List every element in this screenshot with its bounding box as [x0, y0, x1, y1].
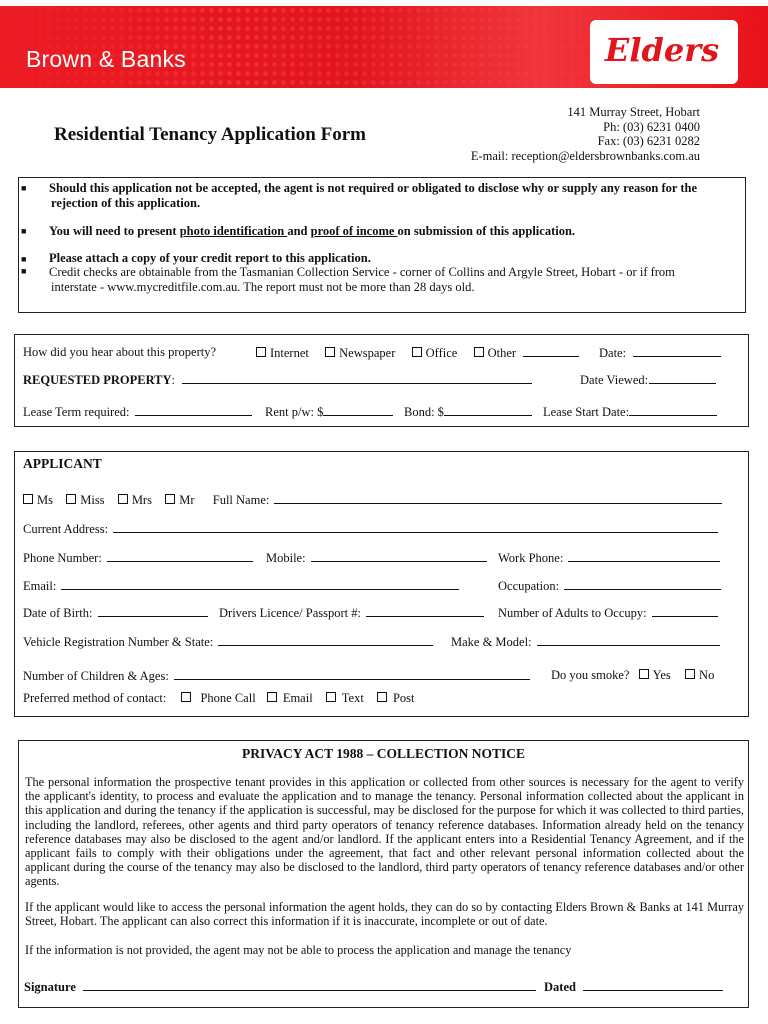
miss-checkbox[interactable]: [66, 494, 76, 504]
address-street: 141 Murray Street, Hobart: [567, 105, 700, 119]
email-field[interactable]: [61, 578, 459, 590]
notice-not-accepted: Should this application not be accepted, the agent is not required or obligated to disclose why or supply any reason for the rejection of this application.: [49, 181, 697, 210]
date-viewed-field[interactable]: [649, 372, 716, 384]
lease-start-row: Lease Start Date:: [543, 404, 717, 420]
office-checkbox[interactable]: [412, 347, 422, 357]
signature-field[interactable]: [83, 979, 536, 991]
children-row: Number of Children & Ages:: [23, 668, 530, 684]
date-field[interactable]: [633, 345, 721, 357]
phone-call-checkbox[interactable]: [181, 692, 191, 702]
privacy-section: [18, 740, 749, 1008]
date-viewed-row: Date Viewed:: [580, 372, 716, 388]
contact-email-checkbox[interactable]: [267, 692, 277, 702]
property-section: [14, 334, 749, 427]
mobile-field[interactable]: [311, 550, 487, 562]
bond-field[interactable]: [444, 404, 532, 416]
agency-address: [471, 105, 700, 163]
work-phone-field[interactable]: [568, 550, 720, 562]
hear-options: Internet Newspaper Office Other: [256, 345, 579, 361]
address-phone: Ph: (03) 6231 0400: [603, 119, 700, 134]
dated-field[interactable]: [583, 979, 723, 991]
rent-field[interactable]: [323, 404, 393, 416]
mr-checkbox[interactable]: [165, 494, 175, 504]
applicant-heading: APPLICANT: [23, 456, 102, 471]
smoke-yes-checkbox[interactable]: [639, 669, 649, 679]
ms-checkbox[interactable]: [23, 494, 33, 504]
title-row: Ms Miss Mrs Mr Full Name:: [23, 492, 722, 508]
make-model-row: Make & Model:: [451, 634, 720, 650]
occupation-row: Occupation:: [498, 578, 721, 594]
vehicle-field[interactable]: [218, 634, 433, 646]
bond-row: Bond: $: [404, 404, 532, 420]
lease-term-field[interactable]: [135, 404, 252, 416]
text-checkbox[interactable]: [326, 692, 336, 702]
requested-property-field[interactable]: [182, 372, 532, 384]
hear-about-row: How did you hear about this property?: [23, 345, 217, 359]
privacy-paragraph-2: If the applicant would like to access the personal information the agent holds, they can do so by contacting Elders Brown & Banks at 141 Murray Street, Hobart. The applicant can also correct this information if it is inaccurate, incomplete or out of date.: [25, 900, 744, 929]
date-field-row: Date:: [599, 345, 721, 361]
mrs-checkbox[interactable]: [118, 494, 128, 504]
header-banner: [0, 6, 768, 88]
rent-row: Rent p/w: $: [265, 404, 393, 420]
current-address-field[interactable]: [113, 521, 718, 533]
signature-row: Signature: [24, 979, 536, 995]
dob-row: Date of Birth:: [23, 605, 208, 621]
privacy-heading: PRIVACY ACT 1988 – COLLECTION NOTICE: [242, 746, 525, 761]
other-field[interactable]: [523, 345, 579, 357]
licence-row: Drivers Licence/ Passport #:: [219, 605, 484, 621]
contact-row: Preferred method of contact: Phone Call Email Text Post: [23, 691, 415, 705]
notice-credit-report: Please attach a copy of your credit report to this application.: [49, 251, 371, 265]
dob-field[interactable]: [98, 605, 208, 617]
applicant-section: [14, 451, 749, 717]
notice-identification: You will need to present photo identification and proof of income on submission of this application.: [49, 224, 576, 238]
mobile-row: Mobile:: [266, 550, 487, 566]
adults-row: Number of Adults to Occupy:: [498, 605, 718, 621]
address-fax: Fax: (03) 6231 0282: [597, 134, 700, 149]
occupation-field[interactable]: [564, 578, 721, 590]
lease-start-field[interactable]: [629, 404, 717, 416]
full-name-field[interactable]: [274, 492, 722, 504]
page-title: Residential Tenancy Application Form: [54, 124, 366, 145]
licence-field[interactable]: [366, 605, 484, 617]
phone-row: Phone Number:: [23, 550, 253, 566]
work-phone-row: Work Phone:: [498, 550, 720, 566]
phone-field[interactable]: [107, 550, 253, 562]
smoke-no-checkbox[interactable]: [685, 669, 695, 679]
bullet-icon: ■: [21, 226, 27, 236]
bullet-icon: ■: [21, 183, 27, 193]
children-field[interactable]: [174, 668, 530, 680]
internet-checkbox[interactable]: [256, 347, 266, 357]
bullet-icon: ■: [21, 266, 27, 276]
requested-property-row: REQUESTED PROPERTY:: [23, 372, 532, 388]
privacy-paragraph-1: The personal information the prospective tenant provides in this application or collected from other sources is necessary for the agent to verify the applicant's identity, to process and evaluate the application and to manage the tenancy. Personal information collected about the applicant in this application and during the tenancy if the application is successful, may be disclosed for the purpose for which it was collected to third parties, including the landlord, referees, other agents and third party operators of tenancy reference databases. Information already held on the tenancy reference databases may also be disclosed to the agent and/or landlord. If the applicant enters into a Residential Tenancy Agreement, and if the applicant fails to comply with their obligations under the agreement, that fact and other relevant personal information collected about the applicant during the course of the tenancy may also be disclosed to the landlord, third party operators of tenancy reference databases and/or other agents.: [25, 775, 744, 889]
vehicle-row: Vehicle Registration Number & State:: [23, 634, 433, 650]
brand-name: Brown & Banks: [26, 46, 186, 72]
current-address-row: Current Address:: [23, 521, 718, 537]
notice-box: [18, 177, 746, 313]
email-row: Email:: [23, 578, 459, 594]
newspaper-checkbox[interactable]: [325, 347, 335, 357]
post-checkbox[interactable]: [377, 692, 387, 702]
logo-text: Elders: [604, 31, 720, 69]
lease-term-row: Lease Term required:: [23, 404, 252, 420]
dated-row: Dated: [544, 979, 723, 995]
elders-logo: [590, 20, 738, 84]
bullet-icon: ■: [21, 254, 27, 264]
notice-credit-checks: Credit checks are obtainable from the Tasmanian Collection Service - corner of Collins and Argyle Street, Hobart - or if from interstate - www.mycreditfile.com.au. The report must not be more than 28 days old.: [49, 265, 675, 294]
privacy-paragraph-3: If the information is not provided, the agent may not be able to process the application and manage the tenancy: [25, 943, 572, 957]
other-checkbox[interactable]: [474, 347, 484, 357]
address-email: E-mail: reception@eldersbrownbanks.com.au: [470, 148, 700, 163]
smoke-row: Do you smoke? Yes No: [551, 668, 715, 682]
adults-field[interactable]: [652, 605, 718, 617]
make-model-field[interactable]: [537, 634, 720, 646]
